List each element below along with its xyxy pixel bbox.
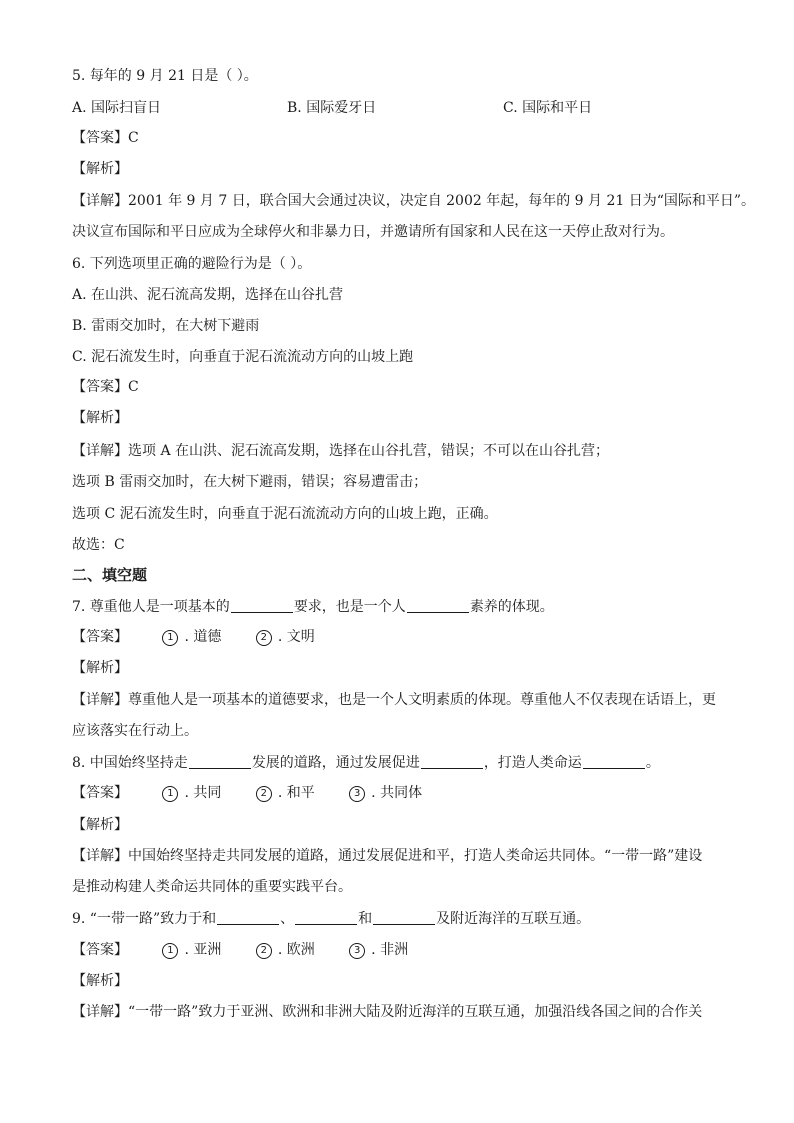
q8-stem-part-3: ，打造人类命运 [483,755,582,771]
answer-item [162,783,221,803]
q8-stem [72,753,722,773]
q8-detail-line-2: 是推动构建人类命运共同体的重要实践平台。 [72,879,352,895]
answer-text: . 道德 [184,629,222,645]
q8-analysis-tag: 【解析】 [72,817,128,833]
fill-blank [407,598,469,613]
q7-detail-line-1: 【详解】尊重他人是一项基本的道德要求，也是一个人文明素质的体现。尊重他人不仅表现在话语上，更 [72,692,716,708]
q5-option-b: B. 国际爱牙日 [287,100,377,116]
answer-text: . 亚洲 [184,942,222,958]
circled-number: 3 [349,786,365,802]
q5-detail-line-2: 决议宣布国际和平日应成为全球停火和非暴力日，并邀请所有国家和人民在这一天停止敌对行为。 [72,224,674,240]
circled-number: 1 [162,786,178,802]
answer-tag: 【答案】 [72,942,128,958]
q7-answer [72,627,722,647]
fill-blank [217,910,279,925]
q8-detail-line-1: 【详解】中国始终坚持走共同发展的道路，通过发展促进和平，打造人类命运共同体。“一带一路”建设 [72,848,703,864]
answer-item [256,940,315,960]
q7-stem-part-3: 素养的体现。 [469,599,554,615]
q6-analysis-tag: 【解析】 [72,410,128,426]
q5-option-a: A. 国际扫盲日 [72,100,162,116]
q6-detail-line-2: 选项 B 雷雨交加时，在大树下避雨，错误；容易遭雷击； [72,474,428,490]
q6-option-a: A. 在山洪、泥石流高发期，选择在山谷扎营 [72,287,344,303]
circled-number: 2 [256,943,272,959]
q7-stem-part-1: 7. 尊重他人是一项基本的 [72,599,230,615]
answer-text: . 欧洲 [277,942,315,958]
q5-analysis-tag: 【解析】 [72,161,128,177]
q6-option-b: B. 雷雨交加时，在大树下避雨 [72,318,260,334]
q9-stem-part-1: 9. “一带一路”致力于和 [72,911,217,927]
q6-stem: 6. 下列选项里正确的避险行为是（ ）。 [72,256,312,272]
q8-answer [72,783,722,803]
answer-item [349,783,422,803]
fill-blank [373,910,435,925]
fill-blank [231,598,293,613]
q9-analysis-tag: 【解析】 [72,973,128,989]
q5-option-c: C. 国际和平日 [503,100,593,116]
answer-text: . 共同 [184,785,222,801]
circled-number: 2 [256,630,272,646]
fill-blank [583,754,645,769]
q9-stem-part-4: 及附近海洋的互联互通。 [436,911,591,927]
circled-number: 1 [162,630,178,646]
q9-stem-part-2: 、 [280,911,295,927]
fill-blank [421,754,483,769]
answer-value: C [128,379,139,395]
q6-detail-line-1: 【详解】选项 A 在山洪、泥石流高发期，选择在山谷扎营，错误；不可以在山谷扎营； [72,443,610,459]
q9-detail-line-1: 【详解】“一带一路”致力于亚洲、欧洲和非洲大陆及附近海洋的互联互通，加强沿线各国之间的合作关 [72,1004,703,1020]
fill-blank [295,910,357,925]
q7-stem [72,597,722,617]
circled-number: 2 [256,786,272,802]
answer-item [162,940,221,960]
circled-number: 1 [162,943,178,959]
q8-stem-part-2: 发展的道路，通过发展促进 [251,755,420,771]
q8-stem-part-1: 8. 中国始终坚持走 [72,755,188,771]
q7-detail-line-2: 应该落实在行动上。 [72,723,198,739]
answer-item [162,627,221,647]
answer-item [256,783,315,803]
answer-tag: 【答案】 [72,629,128,645]
q6-detail-line-3: 选项 C 泥石流发生时，向垂直于泥石流流动方向的山坡上跑，正确。 [72,506,498,522]
answer-text: . 文明 [277,629,315,645]
q7-analysis-tag: 【解析】 [72,660,128,676]
answer-tag: 【答案】 [72,785,128,801]
q7-stem-part-2: 要求，也是一个人 [293,599,406,615]
q6-conclusion: 故选：C [72,537,125,553]
q5-detail-line-1: 【详解】2001 年 9 月 7 日，联合国大会通过决议，决定自 2002 年起，每年的 9 月 21 日为“国际和平日”。 [72,193,756,209]
answer-tag: 【答案】 [72,379,128,395]
q9-stem [72,909,722,929]
q6-answer [72,377,722,397]
q9-stem-part-3: 和 [358,911,373,927]
answer-item [256,627,315,647]
circled-number: 3 [349,943,365,959]
answer-value: C [128,130,139,146]
q6-option-c: C. 泥石流发生时，向垂直于泥石流流动方向的山坡上跑 [72,349,414,365]
q8-stem-part-4: 。 [645,755,660,771]
q5-answer [72,128,722,148]
q9-answer [72,940,722,960]
answer-tag: 【答案】 [72,130,128,146]
section-title: 二、填空题 [72,566,148,584]
q5-stem: 5. 每年的 9 月 21 日是（ ）。 [72,68,258,84]
fill-blank [189,754,251,769]
answer-text: . 共同体 [371,785,423,801]
answer-text: . 非洲 [371,942,409,958]
answer-text: . 和平 [277,785,315,801]
answer-item [349,940,408,960]
